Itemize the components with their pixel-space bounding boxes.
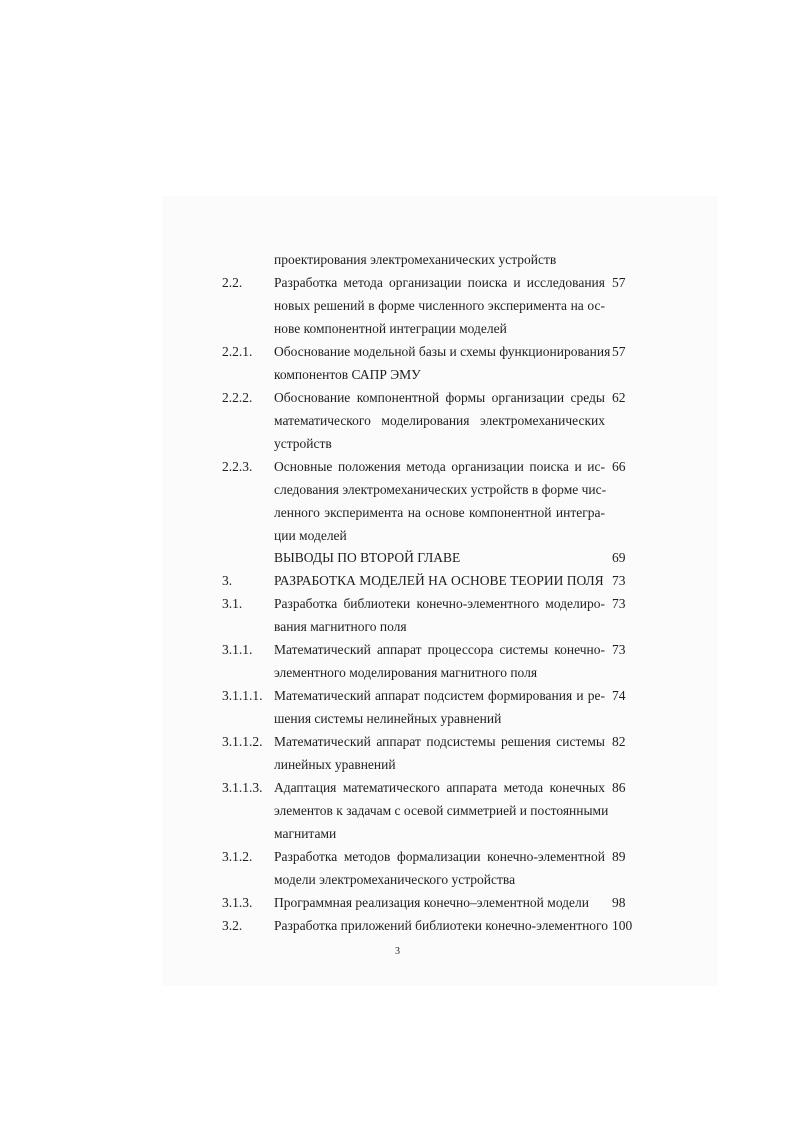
toc-entry-page: 74 xyxy=(612,688,626,703)
toc-entry-title-line: нове компонентной интеграции моделей xyxy=(274,321,507,336)
toc-entry-title-line: Математический аппарат подсистемы решения системы xyxy=(274,734,605,749)
toc-entry-page: 82 xyxy=(612,734,626,749)
toc-entry-number: 3.1.1.3. xyxy=(222,780,263,795)
toc-entry-title-line: Обоснование модельной базы и схемы функционирования xyxy=(274,344,611,359)
toc-entry-title-line: Программная реализация конечно–элементной модели xyxy=(274,895,590,910)
toc-entry-title-line: элементов к задачам с осевой симметрией и постоянными xyxy=(274,803,609,818)
toc-entry-title-line: устройств xyxy=(274,436,332,451)
toc-entry-page: 89 xyxy=(612,849,626,864)
toc-entry-number: 3. xyxy=(222,573,233,588)
toc-entry-page: 73 xyxy=(612,573,626,588)
toc-entry-title-line: вания магнитного поля xyxy=(274,619,407,634)
toc-entry-title-line: РАЗРАБОТКА МОДЕЛЕЙ НА ОСНОВЕ ТЕОРИИ ПОЛЯ xyxy=(274,573,604,588)
toc-entry xyxy=(0,776,795,845)
toc-entry-number: 3.1. xyxy=(222,596,243,611)
toc-entry-title-line: Математический аппарат процессора системы конечно- xyxy=(274,642,605,657)
toc-entry xyxy=(0,569,795,592)
toc-entry-number: 2.2.2. xyxy=(222,390,253,405)
toc-entry xyxy=(0,891,795,914)
toc-entry-title-line: компонентов САПР ЭМУ xyxy=(274,367,421,382)
toc-entry-title-line: Разработка библиотеки конечно-элементного моделиро- xyxy=(274,596,605,611)
toc-entry-title-line: Разработка приложений библиотеки конечно-элементного xyxy=(274,918,609,933)
toc-entry-page: 73 xyxy=(612,596,626,611)
toc-entry-title-line: элементного моделирования магнитного поля xyxy=(274,665,538,680)
toc-entry xyxy=(0,248,795,271)
page-number: 3 xyxy=(395,946,400,957)
toc-entry-number: 3.1.1.2. xyxy=(222,734,263,749)
toc-entry-page: 66 xyxy=(612,459,626,474)
toc-entry-page: 98 xyxy=(612,895,626,910)
toc-entry-title-line: ВЫВОДЫ ПО ВТОРОЙ ГЛАВЕ xyxy=(274,550,461,565)
toc-entry xyxy=(0,684,795,730)
toc-entry-title-line: Разработка методов формализации конечно-элементной xyxy=(274,849,605,864)
toc-entry xyxy=(0,386,795,455)
toc-entry-number: 3.1.2. xyxy=(222,849,253,864)
toc-entry-title-line: ции моделей xyxy=(274,528,347,543)
toc-entry-title-line: шения системы нелинейных уравнений xyxy=(274,711,502,726)
toc-entry xyxy=(0,271,795,340)
toc-entry-number: 3.2. xyxy=(222,918,243,933)
toc-entry-page: 62 xyxy=(612,390,626,405)
toc-entry xyxy=(0,546,795,569)
toc-entry-page: 57 xyxy=(612,275,626,290)
toc-entry-number: 2.2. xyxy=(222,275,243,290)
toc-entry-title-line: Математический аппарат подсистем формирования и ре- xyxy=(274,688,605,703)
toc-entry-number: 2.2.1. xyxy=(222,344,253,359)
toc-entry-title-line: следования электромеханических устройств в форме чис- xyxy=(274,482,607,497)
toc-entry xyxy=(0,455,795,547)
toc-entry xyxy=(0,730,795,776)
toc-entry-title-line: Основные положения метода организации поиска и ис- xyxy=(274,459,605,474)
toc-entry-title-line: Адаптация математического аппарата метода конечных xyxy=(274,780,605,795)
toc-entry-number: 3.1.1.1. xyxy=(222,688,263,703)
toc-entry-title-line: математического моделирования электромеханических xyxy=(274,413,605,428)
toc-entry xyxy=(0,914,795,937)
toc-entry-page: 73 xyxy=(612,642,626,657)
toc-entry-title-line: модели электромеханического устройства xyxy=(274,872,516,887)
toc-entry-title-line: линейных уравнений xyxy=(274,757,396,772)
toc-entry xyxy=(0,638,795,684)
toc-entry-title-line: проектирования электромеханических устройств xyxy=(274,252,557,267)
toc-entry xyxy=(0,592,795,638)
toc-entry xyxy=(0,340,795,386)
toc-entry-title-line: Разработка метода организации поиска и исследования xyxy=(274,275,605,290)
toc-entry-page: 86 xyxy=(612,780,626,795)
toc-entry-page: 69 xyxy=(612,550,626,565)
toc-entry-title-line: ленного эксперимента на основе компонентной интегра- xyxy=(274,505,605,520)
toc-entry-title-line: Обоснование компонентной формы организации среды xyxy=(274,390,605,405)
toc-entry-page: 100 xyxy=(612,918,633,933)
toc-entry-number: 3.1.1. xyxy=(222,642,253,657)
toc-entry-title-line: новых решений в форме численного эксперимента на ос- xyxy=(274,298,605,313)
toc-entry xyxy=(0,845,795,891)
toc-entry-page: 57 xyxy=(612,344,626,359)
toc-entry-number: 2.2.3. xyxy=(222,459,253,474)
toc-entry-title-line: магнитами xyxy=(274,826,337,841)
toc-entry-number: 3.1.3. xyxy=(222,895,253,910)
